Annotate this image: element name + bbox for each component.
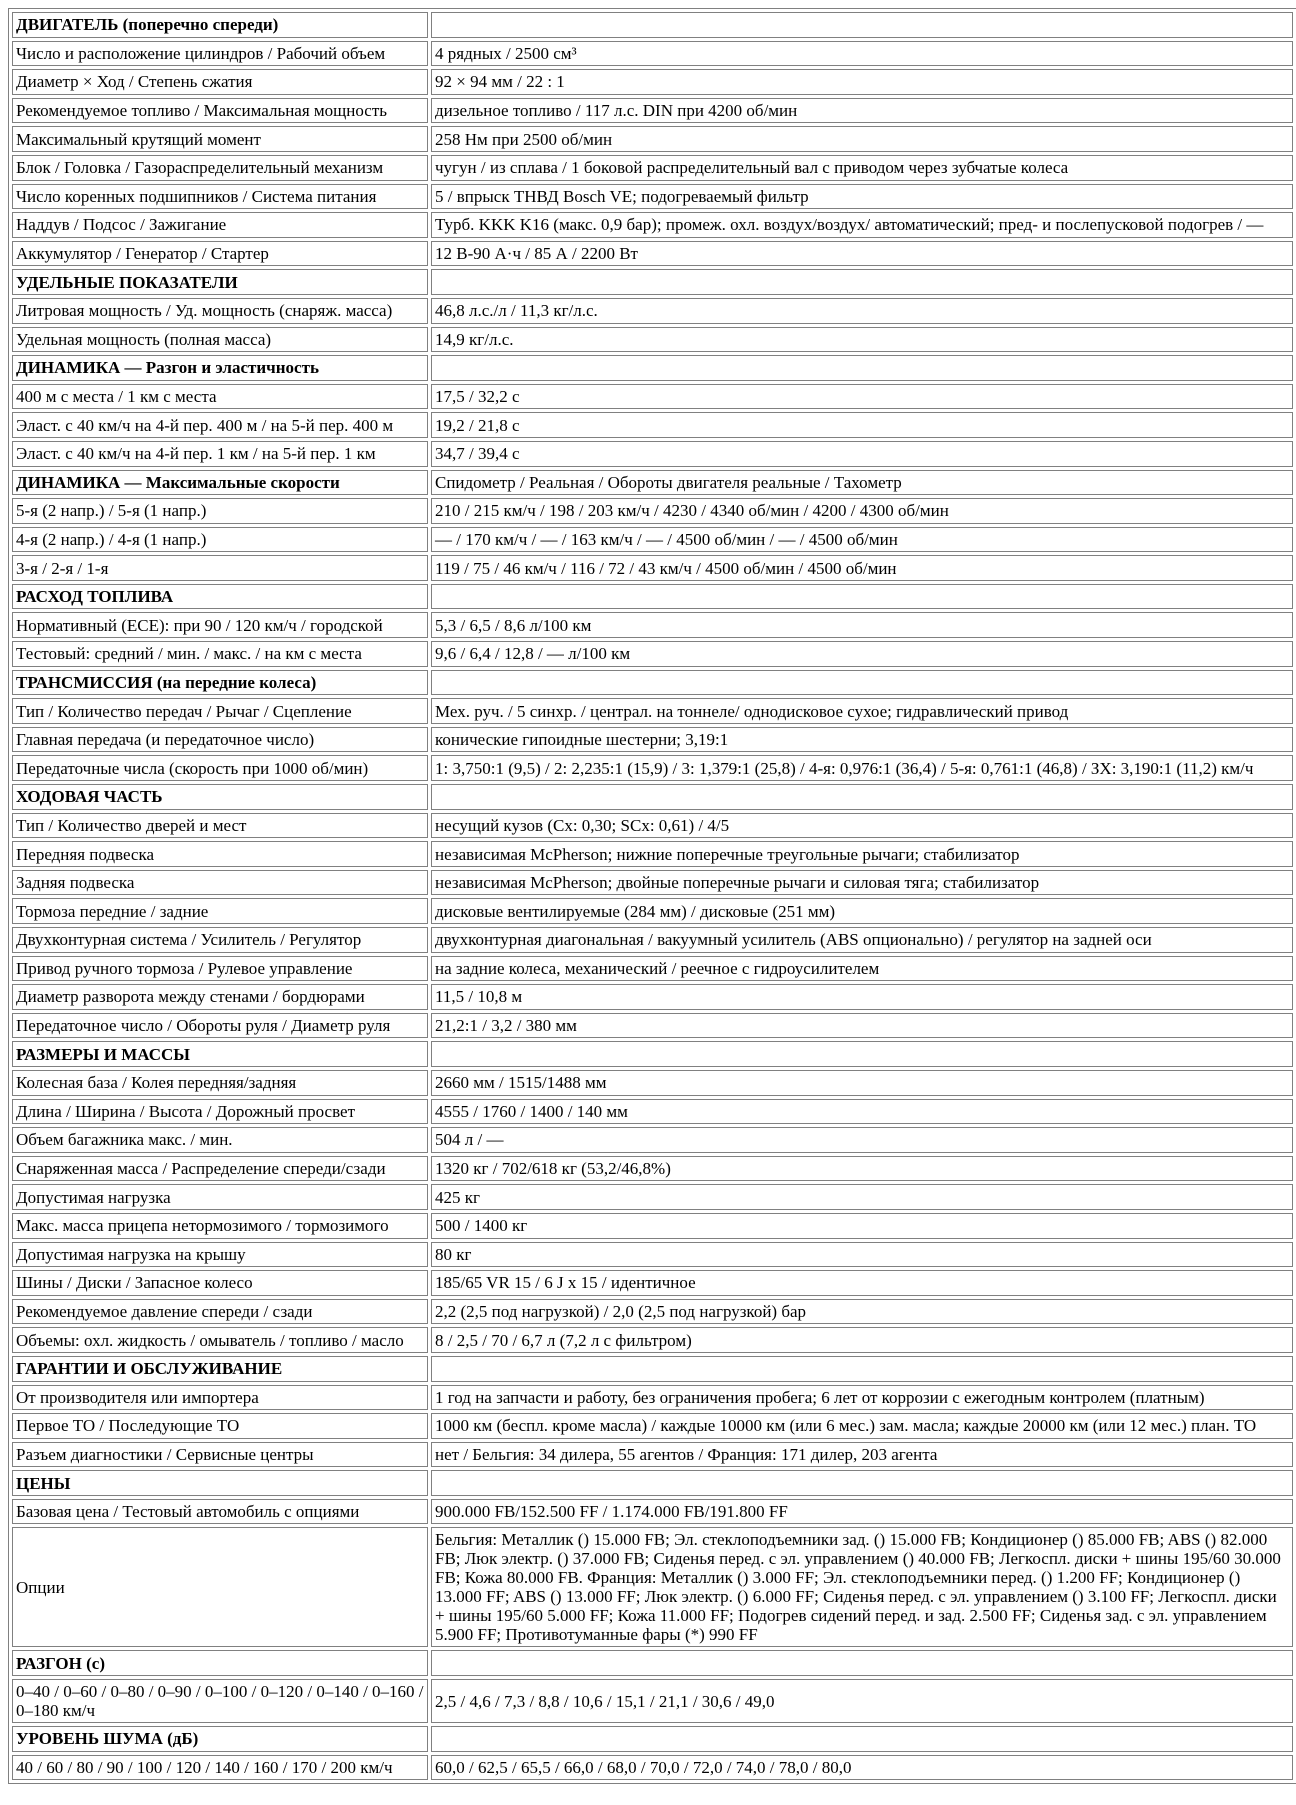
spec-value: Спидометр / Реальная / Обороты двигателя реальные / Тахометр (431, 470, 1293, 496)
table-row (12, 1327, 1293, 1353)
table-row (12, 727, 1293, 753)
table-row (12, 612, 1293, 638)
spec-label: Привод ручного тормоза / Рулевое управление (12, 956, 428, 982)
spec-value (431, 1726, 1293, 1752)
section-title: ДИНАМИКА — Максимальные скорости (12, 470, 428, 496)
spec-value: 258 Нм при 2500 об/мин (431, 126, 1293, 152)
spec-value: 900.000 FB/152.500 FF / 1.174.000 FB/191.800 FF (431, 1499, 1293, 1525)
spec-value: 5,3 / 6,5 / 8,6 л/100 км (431, 612, 1293, 638)
table-row (12, 1413, 1293, 1439)
section-title: ХОДОВАЯ ЧАСТЬ (12, 784, 428, 810)
spec-value (431, 784, 1293, 810)
section-header-row (12, 1470, 1293, 1496)
section-header-row (12, 1356, 1293, 1382)
section-header-row (12, 12, 1293, 38)
table-row (12, 1099, 1293, 1125)
spec-value (431, 355, 1293, 381)
spec-label: Тормоза передние / задние (12, 898, 428, 924)
spec-value: 425 кг (431, 1184, 1293, 1210)
section-title: ТРАНСМИССИЯ (на передние колеса) (12, 670, 428, 696)
spec-value (431, 12, 1293, 38)
table-row (12, 984, 1293, 1010)
spec-label: Тестовый: средний / мин. / макс. / на км с места (12, 641, 428, 667)
spec-value: нет / Бельгия: 34 дилера, 55 агентов / Франция: 171 дилер, 203 агента (431, 1442, 1293, 1468)
spec-label: Допустимая нагрузка (12, 1184, 428, 1210)
spec-label: Шины / Диски / Запасное колесо (12, 1270, 428, 1296)
table-row (12, 412, 1293, 438)
spec-value: независимая McPherson; нижние поперечные треугольные рычаги; стабилизатор (431, 841, 1293, 867)
table-row (12, 1385, 1293, 1411)
spec-value: 210 / 215 км/ч / 198 / 203 км/ч / 4230 / 4340 об/мин / 4200 / 4300 об/мин (431, 498, 1293, 524)
spec-value: 5 / впрыск ТНВД Bosch VE; подогреваемый фильтр (431, 184, 1293, 210)
spec-label: 3-я / 2-я / 1-я (12, 555, 428, 581)
spec-value (431, 1470, 1293, 1496)
section-title: ГАРАНТИИ И ОБСЛУЖИВАНИЕ (12, 1356, 428, 1382)
spec-value: 1320 кг / 702/618 кг (53,2/46,8%) (431, 1156, 1293, 1182)
table-row (12, 126, 1293, 152)
spec-value: — / 170 км/ч / — / 163 км/ч / — / 4500 об/мин / — / 4500 об/мин (431, 527, 1293, 553)
spec-value (431, 269, 1293, 295)
table-row (12, 69, 1293, 95)
spec-value: на задние колеса, механический / реечное с гидроусилителем (431, 956, 1293, 982)
spec-value: 1 год на запчасти и работу, без ограничения пробега; 6 лет от коррозии с ежегодным контролем (платным) (431, 1385, 1293, 1411)
spec-label: Рекомендуемое топливо / Максимальная мощность (12, 98, 428, 124)
spec-value (431, 1041, 1293, 1067)
spec-label: Допустимая нагрузка на крышу (12, 1242, 428, 1268)
spec-label: Первое ТО / Последующие ТО (12, 1413, 428, 1439)
spec-label: Опции (12, 1527, 428, 1647)
section-header-row (12, 1726, 1293, 1752)
section-header-row (12, 1041, 1293, 1067)
spec-label: 400 м с места / 1 км с места (12, 384, 428, 410)
spec-value (431, 1650, 1293, 1676)
table-row (12, 1442, 1293, 1468)
spec-label: Число и расположение цилиндров / Рабочий объем (12, 41, 428, 67)
spec-value: 46,8 л.с./л / 11,3 кг/л.с. (431, 298, 1293, 324)
spec-value: дисковые вентилируемые (284 мм) / дисковые (251 мм) (431, 898, 1293, 924)
table-row (12, 698, 1293, 724)
table-row (12, 1679, 1293, 1723)
spec-value: 185/65 VR 15 / 6 J x 15 / идентичное (431, 1270, 1293, 1296)
spec-label: Задняя подвеска (12, 870, 428, 896)
table-row (12, 441, 1293, 467)
section-title: ДИНАМИКА — Разгон и эластичность (12, 355, 428, 381)
spec-label: Базовая цена / Тестовый автомобиль с опциями (12, 1499, 428, 1525)
spec-label: Объемы: охл. жидкость / омыватель / топливо / масло (12, 1327, 428, 1353)
section-header-row (12, 584, 1293, 610)
table-row (12, 1070, 1293, 1096)
spec-value: 119 / 75 / 46 км/ч / 116 / 72 / 43 км/ч / 4500 об/мин / 4500 об/мин (431, 555, 1293, 581)
section-header-row (12, 784, 1293, 810)
section-title: РАСХОД ТОПЛИВА (12, 584, 428, 610)
spec-label: Главная передача (и передаточное число) (12, 727, 428, 753)
table-row (12, 1127, 1293, 1153)
table-row (12, 1184, 1293, 1210)
section-title: УРОВЕНЬ ШУМА (дБ) (12, 1726, 428, 1752)
section-title: РАЗГОН (с) (12, 1650, 428, 1676)
spec-label: Число коренных подшипников / Система питания (12, 184, 428, 210)
table-row (12, 41, 1293, 67)
section-title: ЦЕНЫ (12, 1470, 428, 1496)
spec-value: конические гипоидные шестерни; 3,19:1 (431, 727, 1293, 753)
spec-value: дизельное топливо / 117 л.с. DIN при 4200 об/мин (431, 98, 1293, 124)
section-header-row (12, 670, 1293, 696)
spec-label: Диаметр разворота между стенами / бордюрами (12, 984, 428, 1010)
table-row (12, 1299, 1293, 1325)
section-header-row (12, 269, 1293, 295)
spec-label: Передняя подвеска (12, 841, 428, 867)
spec-value: чугун / из сплава / 1 боковой распределительный вал с приводом через зубчатые колеса (431, 155, 1293, 181)
spec-value: 1: 3,750:1 (9,5) / 2: 2,235:1 (15,9) / 3: 1,379:1 (25,8) / 4-я: 0,976:1 (36,4) / 5-я: 0,761:1 (46,8) / ЗХ: 3,190:1 (11,2) км/ч (431, 755, 1293, 781)
section-header-row (12, 355, 1293, 381)
spec-value (431, 670, 1293, 696)
table-row (12, 212, 1293, 238)
spec-label: От производителя или импортера (12, 1385, 428, 1411)
spec-value: 2,2 (2,5 под нагрузкой) / 2,0 (2,5 под нагрузкой) бар (431, 1299, 1293, 1325)
table-row (12, 1013, 1293, 1039)
table-row (12, 927, 1293, 953)
table-row (12, 184, 1293, 210)
table-row (12, 641, 1293, 667)
spec-value: 500 / 1400 кг (431, 1213, 1293, 1239)
table-row (12, 527, 1293, 553)
spec-label: Длина / Ширина / Высота / Дорожный просвет (12, 1099, 428, 1125)
spec-value: 1000 км (беспл. кроме масла) / каждые 10000 км (или 6 мес.) зам. масла; каждые 20000 км (или 12 мес.) план. ТО (431, 1413, 1293, 1439)
table-row (12, 498, 1293, 524)
table-row (12, 1156, 1293, 1182)
spec-label: Аккумулятор / Генератор / Стартер (12, 241, 428, 267)
spec-value: Бельгия: Металлик () 15.000 FB; Эл. стеклоподъемники зад. () 15.000 FB; Кондиционер () 85.000 FB; ABS () 82.000 FB; Люк электр. () 37.000 FB; Сиденья перед. с эл. управлением () 40.000 FB; Легкоспл. диски + шины 195/60 30.000 FB; Кожа 80.000 FB. Франция: Металлик () 3.000 FF; Эл. стеклоподъемники перед. () 1.200 FF; Кондиционер () 13.000 FF; ABS () 13.000 FF; Люк электр. () 6.000 FF; Сиденья перед. с эл. управлением () 3.100 FF; Легкоспл. диски + шины 195/60 5.000 FF; Кожа 11.000 FF; Подогрев сидений перед. и зад. 2.500 FF; Сиденья зад. с эл. управлением 5.900 FF; Противотуманные фары (*) 990 FF (431, 1527, 1293, 1647)
table-row (12, 1527, 1293, 1647)
spec-value: двухконтурная диагональная / вакуумный усилитель (ABS опционально) / регулятор на задней оси (431, 927, 1293, 953)
section-header-row (12, 470, 1293, 496)
spec-value: 34,7 / 39,4 с (431, 441, 1293, 467)
spec-label: Разъем диагностики / Сервисные центры (12, 1442, 428, 1468)
spec-value: 19,2 / 21,8 с (431, 412, 1293, 438)
table-row (12, 241, 1293, 267)
spec-label: 4-я (2 напр.) / 4-я (1 напр.) (12, 527, 428, 553)
spec-value: 17,5 / 32,2 с (431, 384, 1293, 410)
spec-label: Колесная база / Колея передняя/задняя (12, 1070, 428, 1096)
spec-value: 9,6 / 6,4 / 12,8 / — л/100 км (431, 641, 1293, 667)
spec-value: 11,5 / 10,8 м (431, 984, 1293, 1010)
spec-value: независимая McPherson; двойные поперечные рычаги и силовая тяга; стабилизатор (431, 870, 1293, 896)
spec-label: 5-я (2 напр.) / 5-я (1 напр.) (12, 498, 428, 524)
spec-label: Эласт. с 40 км/ч на 4-й пер. 400 м / на 5-й пер. 400 м (12, 412, 428, 438)
table-row (12, 384, 1293, 410)
spec-label: Передаточные числа (скорость при 1000 об/мин) (12, 755, 428, 781)
table-row (12, 327, 1293, 353)
spec-value: 504 л / — (431, 1127, 1293, 1153)
spec-value: 12 В-90 А·ч / 85 А / 2200 Вт (431, 241, 1293, 267)
spec-value: 80 кг (431, 1242, 1293, 1268)
spec-value: Мех. руч. / 5 синхр. / централ. на тоннеле/ однодисковое сухое; гидравлический привод (431, 698, 1293, 724)
spec-value: 8 / 2,5 / 70 / 6,7 л (7,2 л с фильтром) (431, 1327, 1293, 1353)
table-row (12, 1213, 1293, 1239)
spec-value: Турб. KKK K16 (макс. 0,9 бар); промеж. охл. воздух/воздух/ автоматический; пред- и послепусковой подогрев / — (431, 212, 1293, 238)
table-row (12, 1755, 1293, 1781)
spec-label: Эласт. с 40 км/ч на 4-й пер. 1 км / на 5-й пер. 1 км (12, 441, 428, 467)
section-title: РАЗМЕРЫ И МАССЫ (12, 1041, 428, 1067)
table-row (12, 870, 1293, 896)
table-row (12, 755, 1293, 781)
spec-label: Диаметр × Ход / Степень сжатия (12, 69, 428, 95)
spec-value: 2,5 / 4,6 / 7,3 / 8,8 / 10,6 / 15,1 / 21,1 / 30,6 / 49,0 (431, 1679, 1293, 1723)
spec-label: Двухконтурная система / Усилитель / Регулятор (12, 927, 428, 953)
spec-label: Тип / Количество передач / Рычаг / Сцепление (12, 698, 428, 724)
table-row (12, 298, 1293, 324)
spec-label: 0–40 / 0–60 / 0–80 / 0–90 / 0–100 / 0–120 / 0–140 / 0–160 / 0–180 км/ч (12, 1679, 428, 1723)
spec-value: 21,2:1 / 3,2 / 380 мм (431, 1013, 1293, 1039)
spec-label: Удельная мощность (полная масса) (12, 327, 428, 353)
spec-value: 2660 мм / 1515/1488 мм (431, 1070, 1293, 1096)
spec-value: 92 × 94 мм / 22 : 1 (431, 69, 1293, 95)
table-row (12, 813, 1293, 839)
table-row (12, 898, 1293, 924)
section-title: УДЕЛЬНЫЕ ПОКАЗАТЕЛИ (12, 269, 428, 295)
spec-label: Передаточное число / Обороты руля / Диаметр руля (12, 1013, 428, 1039)
spec-label: Снаряженная масса / Распределение спереди/сзади (12, 1156, 428, 1182)
spec-value: 4 рядных / 2500 см³ (431, 41, 1293, 67)
spec-label: 40 / 60 / 80 / 90 / 100 / 120 / 140 / 160 / 170 / 200 км/ч (12, 1755, 428, 1781)
spec-label: Наддув / Подсос / Зажигание (12, 212, 428, 238)
spec-value (431, 1356, 1293, 1382)
spec-table-body (12, 12, 1293, 1780)
spec-label: Блок / Головка / Газораспределительный механизм (12, 155, 428, 181)
spec-label: Максимальный крутящий момент (12, 126, 428, 152)
section-title: ДВИГАТЕЛЬ (поперечно спереди) (12, 12, 428, 38)
table-row (12, 555, 1293, 581)
spec-label: Объем багажника макс. / мин. (12, 1127, 428, 1153)
table-row (12, 98, 1293, 124)
table-row (12, 1242, 1293, 1268)
spec-value (431, 584, 1293, 610)
table-row (12, 841, 1293, 867)
spec-value: несущий кузов (Cx: 0,30; SCx: 0,61) / 4/5 (431, 813, 1293, 839)
spec-label: Макс. масса прицепа нетормозимого / тормозимого (12, 1213, 428, 1239)
spec-label: Нормативный (ECE): при 90 / 120 км/ч / городской (12, 612, 428, 638)
table-row (12, 1499, 1293, 1525)
spec-label: Тип / Количество дверей и мест (12, 813, 428, 839)
section-header-row (12, 1650, 1293, 1676)
spec-table (8, 8, 1296, 1784)
table-row (12, 956, 1293, 982)
table-row (12, 155, 1293, 181)
spec-value: 60,0 / 62,5 / 65,5 / 66,0 / 68,0 / 70,0 / 72,0 / 74,0 / 78,0 / 80,0 (431, 1755, 1293, 1781)
spec-label: Литровая мощность / Уд. мощность (снаряж. масса) (12, 298, 428, 324)
spec-value: 14,9 кг/л.с. (431, 327, 1293, 353)
table-row (12, 1270, 1293, 1296)
spec-label: Рекомендуемое давление спереди / сзади (12, 1299, 428, 1325)
spec-value: 4555 / 1760 / 1400 / 140 мм (431, 1099, 1293, 1125)
